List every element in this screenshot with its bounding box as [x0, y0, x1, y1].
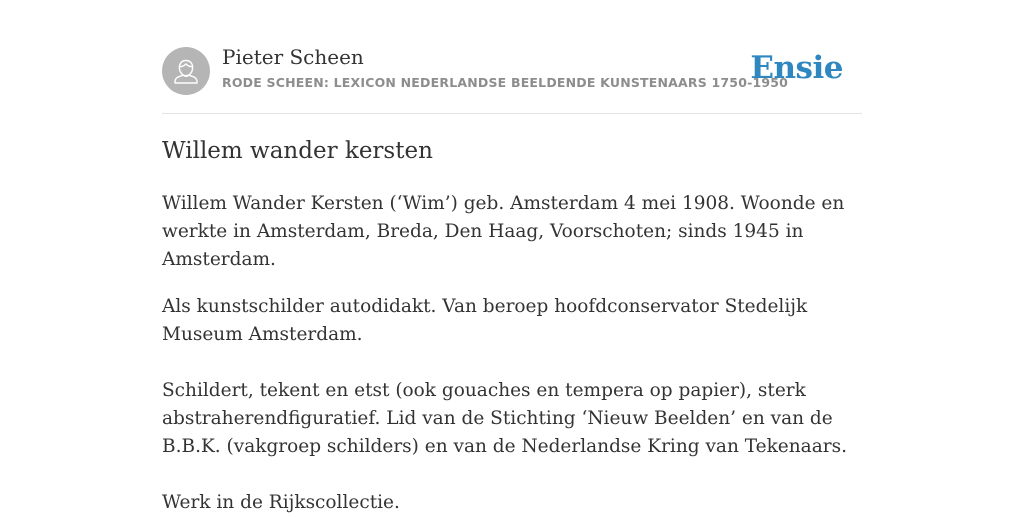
source-title[interactable]: RODE SCHEEN: LEXICON NEDERLANDSE BEELDENDE KUNSTENAARS 1750-1950	[222, 75, 789, 90]
article-header	[162, 0, 862, 114]
author-avatar[interactable]	[162, 47, 210, 95]
brand-logo[interactable]: Ensie	[750, 50, 843, 86]
paragraph-1: Willem Wander Kersten (‘Wim’) geb. Amsterdam 4 mei 1908. Woonde en werkte in Amsterdam, Breda, Den Haag, Voorschoten; sinds 1945 in Amsterdam.	[162, 193, 845, 270]
paragraph-2: Als kunstschilder autodidakt. Van beroep hoofdconservator Stedelijk Museum Amsterdam.	[162, 296, 808, 345]
paragraph-3: Schildert, tekent en etst (ook gouaches en tempera op papier), sterk abstraherendfiguratief. Lid van de Stichting ‘Nieuw Beelden’ en van de B.B.K. (vakgroep schilders) en van de Nederlandse Kring van Tekenaars.	[162, 380, 847, 457]
user-silhouette-icon	[162, 47, 210, 95]
article-page	[162, 0, 862, 513]
article-body	[162, 190, 862, 517]
article-title: Willem wander kersten	[162, 138, 433, 164]
author-name[interactable]: Pieter Scheen	[222, 45, 364, 69]
paragraph-4: Werk in de Rijkscollectie.	[162, 492, 400, 513]
